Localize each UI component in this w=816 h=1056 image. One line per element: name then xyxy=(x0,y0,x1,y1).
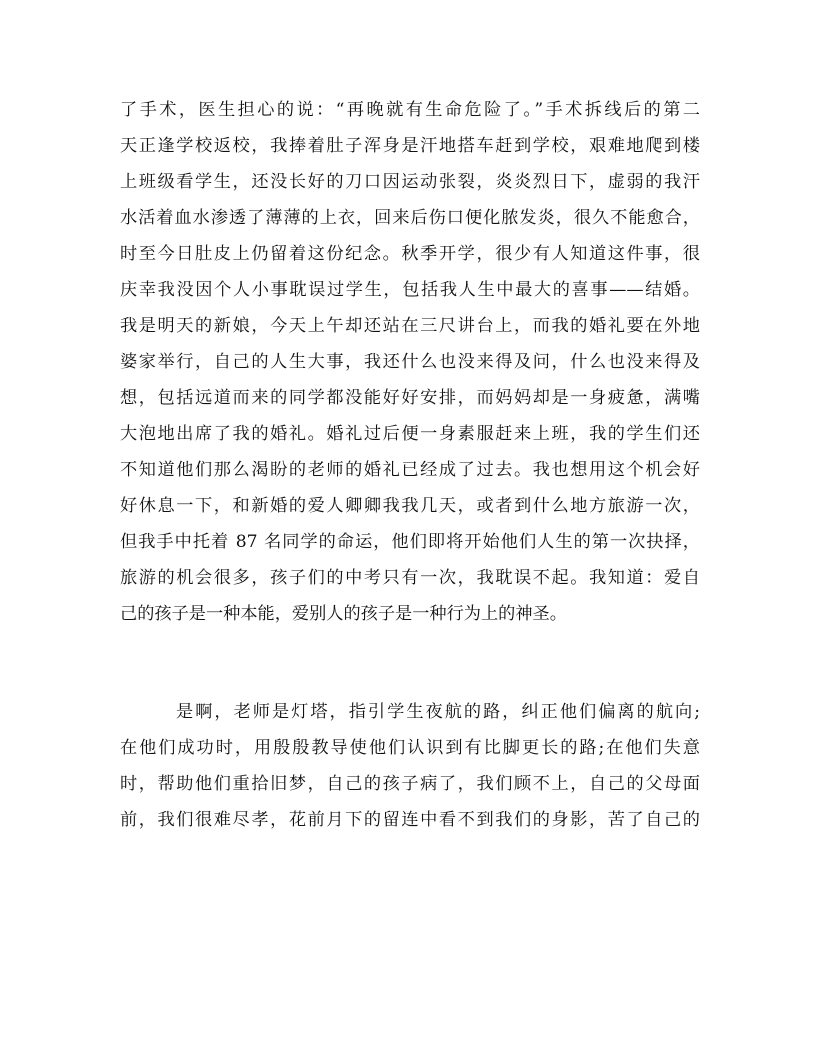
paragraph-1-line-14: 旅游的机会很多，孩子们的中考只有一次，我耽误不起。我知道：爱自 xyxy=(120,568,700,588)
paragraph-1-line-8: 婆家举行，自己的人生大事，我还什么也没来得及问，什么也没来得及 xyxy=(120,352,700,372)
paragraph-2-line-3: 时，帮助他们重拾旧梦，自己的孩子病了，我们顾不上，自己的父母面 xyxy=(120,774,700,794)
paragraph-1-line-7: 我是明天的新娘，今天上午却还站在三尺讲台上，而我的婚礼要在外地 xyxy=(120,316,700,336)
paragraph-2-line-4: 前，我们很难尽孝，花前月下的留连中看不到我们的身影，苦了自己的 xyxy=(120,810,700,830)
paragraph-2-line-2: 在他们成功时，用殷殷教导使他们认识到有比脚更长的路;在他们失意 xyxy=(120,738,700,758)
paragraph-1-line-13: 但我手中托着 87 名同学的命运，他们即将开始他们人生的第一次抉择， xyxy=(120,532,700,552)
paragraph-1-line-3: 上班级看学生，还没长好的刀口因运动张裂，炎炎烈日下，虚弱的我汗 xyxy=(120,172,700,192)
paragraph-1-line-1: 了手术，医生担心的说：“再晚就有生命危险了。”手术拆线后的第二 xyxy=(120,100,700,120)
paragraph-1-line-6: 庆幸我没因个人小事耽误过学生，包括我人生中最大的喜事——结婚。 xyxy=(120,280,700,300)
paragraph-1-line-10: 大泡地出席了我的婚礼。婚礼过后便一身素服赶来上班，我的学生们还 xyxy=(120,424,700,444)
paragraph-1-line-4: 水活着血水渗透了薄薄的上衣，回来后伤口便化脓发炎，很久不能愈合， xyxy=(120,208,700,228)
paragraph-1-line-2: 天正逢学校返校，我捧着肚子浑身是汗地搭车赶到学校，艰难地爬到楼 xyxy=(120,136,700,156)
paragraph-1-line-11: 不知道他们那么渴盼的老师的婚礼已经成了过去。我也想用这个机会好 xyxy=(120,460,700,480)
paragraph-1-line-12: 好休息一下，和新婚的爱人卿卿我我几天，或者到什么地方旅游一次， xyxy=(120,496,700,516)
paragraph-1-line-15: 己的孩子是一种本能，爱别人的孩子是一种行为上的神圣。 xyxy=(120,604,567,624)
paragraph-1-line-9: 想，包括远道而来的同学都没能好好安排，而妈妈却是一身疲惫，满嘴 xyxy=(120,388,700,408)
paragraph-2-line-1: 是啊，老师是灯塔，指引学生夜航的路，纠正他们偏离的航向; xyxy=(176,702,700,722)
paragraph-1-line-5: 时至今日肚皮上仍留着这份纪念。秋季开学，很少有人知道这件事，很 xyxy=(120,244,700,264)
